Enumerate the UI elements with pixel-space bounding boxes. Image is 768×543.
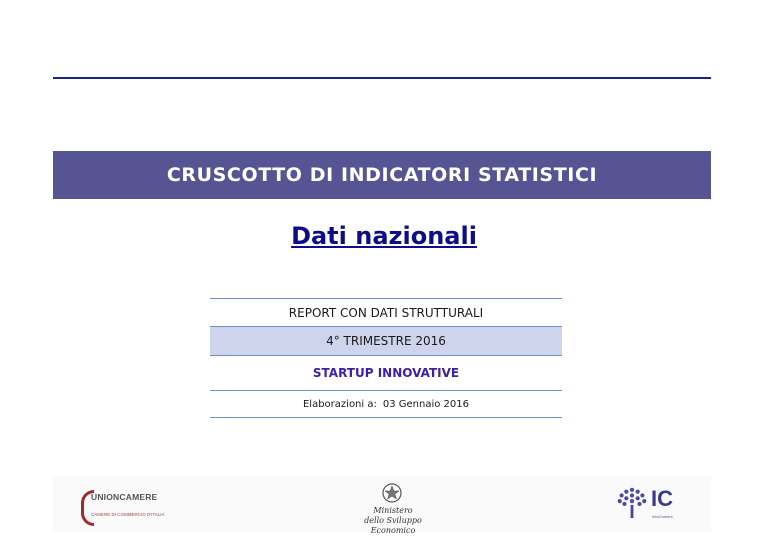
unioncamere-logo (81, 490, 165, 522)
infocamere-name: InfoCamere (652, 514, 673, 519)
report-type-row (210, 298, 562, 327)
report-category: STARTUP INNOVATIVE (312, 366, 460, 380)
unioncamere-tagline: CAMERE DI COMMERCIO D'ITALIA (91, 512, 165, 517)
ministero-line1: Ministero (373, 506, 413, 515)
elaboration-date: 03 Gennaio 2016 (382, 398, 469, 410)
elaboration-label: Elaborazioni a: (302, 398, 377, 410)
report-category-row (210, 356, 562, 391)
report-period-row (210, 327, 562, 356)
infocamere-logo (613, 482, 693, 528)
ministero-name (343, 506, 443, 536)
unioncamere-name: UNIONCAMERE (91, 492, 158, 502)
ministero-logo (343, 482, 443, 535)
ministero-line2: dello Sviluppo Economico (364, 516, 422, 535)
infocamere-tree-icon (615, 484, 649, 522)
elaboration-row (210, 391, 562, 418)
report-type-label: REPORT CON DATI STRUTTURALI (288, 305, 484, 320)
report-period: 4° TRIMESTRE 2016 (326, 334, 446, 348)
report-info-table (210, 298, 562, 418)
page-subtitle: Dati nazionali (291, 222, 477, 250)
infocamere-mark: IC (651, 486, 673, 511)
top-divider (53, 77, 711, 79)
page-title: CRUSCOTTO DI INDICATORI STATISTICI (166, 164, 598, 186)
title-banner (53, 151, 711, 199)
italian-emblem-icon (381, 482, 403, 504)
logo-footer (53, 476, 711, 535)
